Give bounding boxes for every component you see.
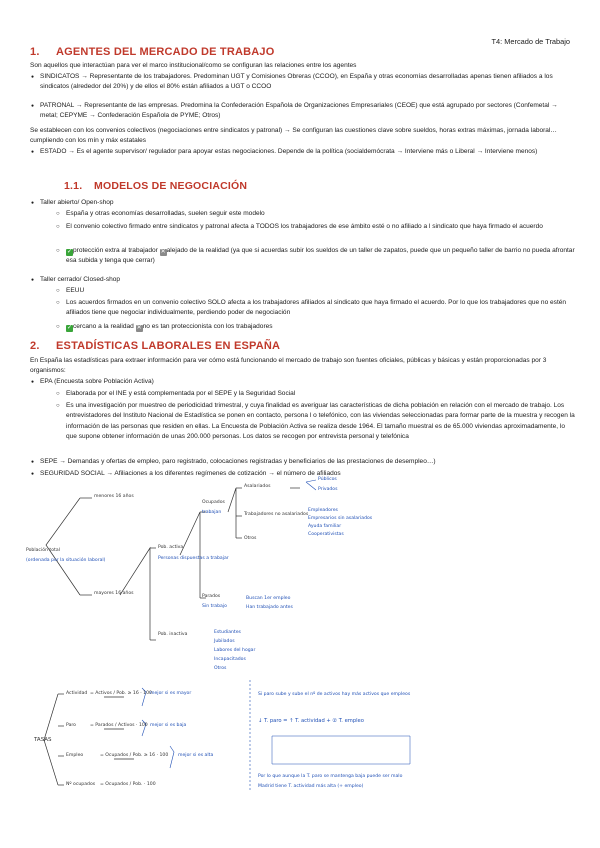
formula-paro-label: Paro [66, 723, 76, 728]
tree-inactivos-item: Otros [214, 666, 227, 671]
cross-icon: ✕ [160, 249, 166, 255]
formula-ocupados-label: Nº ocupados [66, 782, 96, 787]
tree-otros: Otros [244, 536, 257, 541]
section-2-number: 2. [30, 340, 40, 352]
section-1-number: 1. [30, 46, 40, 58]
tree-asalariados: Asalariados [244, 484, 271, 489]
section-2-title: ESTADÍSTICAS LABORALES EN ESPAÑA [56, 340, 281, 352]
cross-icon: ✕ [136, 325, 142, 331]
tree-no-asal-item: Ayuda familiar [308, 524, 342, 529]
bullet-sindicatos: ● SINDICATOS → Representante de los trabajadores. Predominan UGT y Comisiones Obreras (CCOO), en España y otras economías desarrolladas apenas tienen afiliados a los sindicatos (alrededor del 20%) y de ellos el 80% están afiliados a UGT o CCOO [40, 72, 575, 93]
closed-shop-item: ○ EEUU [66, 286, 576, 296]
section-1-title: AGENTES DEL MERCADO DE TRABAJO [56, 46, 275, 58]
tree-menores: menores 16 años [94, 494, 134, 499]
section-1-1-number: 1.1. [64, 180, 83, 192]
tree-root: Población total [26, 548, 60, 553]
tree-no-asal-item: Empresarios sin asalariados [308, 516, 373, 521]
tree-parados-item: Han trabajado antes [246, 605, 293, 610]
tree-no-asal-item: Cooperativistas [308, 532, 344, 537]
tree-activos: Pob. activa [158, 545, 184, 550]
check-icon: ✓ [66, 325, 73, 331]
tree-parados: Parados [202, 594, 221, 599]
tree-ocupados-sub: trabajan [202, 510, 222, 515]
formula-actividad-note: mejor si es mayor [150, 691, 192, 696]
formula-paro-note: mejor si es baja [150, 723, 187, 728]
open-shop-item: ○ El convenio colectivo firmado entre sindicatos y patronal afecta a TODOS los trabajadores de ese ámbito esté o no afiliado a l sindicato que haya firmado el acuerdo [66, 222, 576, 232]
tree-inactivos-item: Labores del hogar [214, 648, 256, 653]
closed-shop-pro: cercano a la realidad [73, 323, 134, 330]
formula-actividad-label: Actividad [66, 691, 88, 696]
tree-inactivos: Pob. inactiva [158, 632, 188, 637]
bullet-patronal: ● PATRONAL → Representante de las empresas. Predomina la Confederación Española de Organizaciones Empresariales (CEOE) que está agrupado por sectores (Confemetal → metal; CEPYME → Confederación Española de PYME; Otros) [40, 101, 575, 122]
header-title: T4: Mercado de Trabajo [491, 37, 570, 46]
open-shop-item: ○ España y otras economías desarrolladas, suelen seguir este modelo [66, 209, 576, 219]
tasas-label: TASAS [34, 737, 52, 743]
tree-parados-item: Buscan 1er empleo [246, 596, 291, 601]
closed-shop-item: ○ Los acuerdos firmados en un convenio colectivo SOLO afecta a los trabajadores afiliados al sindicato que haya firmado el acuerdo. Por lo que los trabajadores que no estén afiliados tiene que negociar individualmente, perdiendo poder de negociación [66, 298, 576, 319]
tree-root-sub: (ordenada por la situación laboral) [26, 558, 106, 563]
tree-inactivos-item: Jubilados [214, 639, 235, 644]
tree-no-asalariados: Trabajadores no asalariados [244, 512, 309, 517]
tree-ocupados: Ocupados [202, 500, 225, 505]
section-1-paragraph: Se establecen con los convenios colectivos (negociaciones entre sindicatos y patronal) → Se configuran las cuestiones clave sobre sueldos, horas extras máximas, jornada laboral… cumpliendo con los mín y máx estatales [30, 127, 557, 145]
tree-activos-sub: Personas dispuestas a trabajar [158, 556, 229, 561]
tree-no-asal-item: Empleadores [308, 508, 338, 513]
epa-item: ○ Es una investigación por muestreo de periodicidad trimestral, y cuya finalidad es averiguar las características de dicha población en relación con el mercado de trabajo. Los entrevistadores del Instituto Nacional de Estadística se ponen en contacto, persona l o telefónico, con las viviendas seleccionadas para formar parte de la muestra y recogen la información de las personas que residen en ellas. La Encuesta de Población Activa se realiza desde 1964. El tamaño muestral es de 65.000 viviendas aproximadamente, lo que supone obtener información de unas 200.000 personas. Los datos se recogen por entrevista personal y telefónica [66, 401, 576, 443]
epa-item: ○ Elaborada por el INE y está complementada por el SEPE y la Seguridad Social [66, 389, 576, 399]
blue-note-1: Si paro sube y sube el nº de activos hay más activos que empleos [258, 692, 411, 697]
check-icon: ✓ [66, 249, 73, 255]
tree-publicos: Públicos [318, 477, 337, 482]
formula-empleo-note: mejor si es alta [178, 753, 214, 758]
section-1-intro: Son aquellos que interactúan para ver el marco institucional/como se configuran las relaciones entre los agentes [30, 62, 357, 69]
bullet-epa: ● EPA (Encuesta sobre Población Activa) [40, 377, 575, 387]
blue-note-4: Madrid tiene T. actividad más alta (+ empleo) [258, 784, 364, 789]
formula-empleo-label: Empleo [66, 753, 84, 758]
tree-mayores: mayores 16 años [94, 591, 134, 596]
bullet-closed-shop: ● Taller cerrado/ Closed-shop [40, 275, 575, 285]
tree-inactivos-item: Estudiantes [214, 630, 241, 635]
blue-note-3: Por lo que aunque la T. paro se mantenga baja puede ser malo [258, 774, 403, 779]
bullet-sepe: ● SEPE → Demandas y ofertas de empleo, paro registrado, colocaciones registradas y beneficiarios de las prestaciones de desempleo…) [40, 457, 575, 467]
open-shop-pro: protección extra al trabajador [73, 247, 158, 254]
section-1-1-title: MODELOS DE NEGOCIACIÓN [94, 180, 248, 192]
tree-parados-sub: Sin trabajo [202, 604, 227, 609]
open-shop-con: alejado de la realidad (ya que si acuerdas subir los sueldos de un taller de zapatos, puede que un pequeño taller de barrio no pueda afrontar esa subida y tenga que cerrar) [66, 247, 575, 265]
bullet-seguridad-social: ● SEGURIDAD SOCIAL → Afiliaciones a los diferentes regímenes de cotización → el número de afiliados [40, 469, 575, 479]
bullet-open-shop: ● Taller abierto/ Open-shop [40, 198, 575, 208]
section-2-intro: En España las estadísticas para extraer información para ver cómo está funcionando el mercado de trabajo son fuentes oficiales, públicas y básicas y están proporcionadas por 3 organismos: [30, 357, 547, 375]
formula-paro-expr: = Parados / Activos · 100 [90, 723, 148, 728]
blue-note-2: ↓ T. paro = ↑ T. actividad + ② T. empleo [258, 718, 364, 724]
bullet-estado: ● ESTADO → Es el agente supervisor/ regulador para apoyar estas negociaciones. Depende de la política (socialdemócrata → Interviene más o Liberal → Interviene menos) [40, 147, 575, 157]
tree-inactivos-item: Incapacitados [214, 657, 246, 662]
formula-actividad-expr: = Activos / Pob. ≥ 16 · 100 [90, 691, 152, 696]
formula-empleo-expr: = Ocupados / Pob. ≥ 16 · 100 [100, 753, 169, 758]
tree-privados: Privados [318, 487, 338, 492]
closed-shop-con: no es tan proteccionista con los trabajadores [142, 323, 273, 330]
formula-ocupados-expr: = Ocupados / Pob. · 100 [100, 782, 156, 787]
